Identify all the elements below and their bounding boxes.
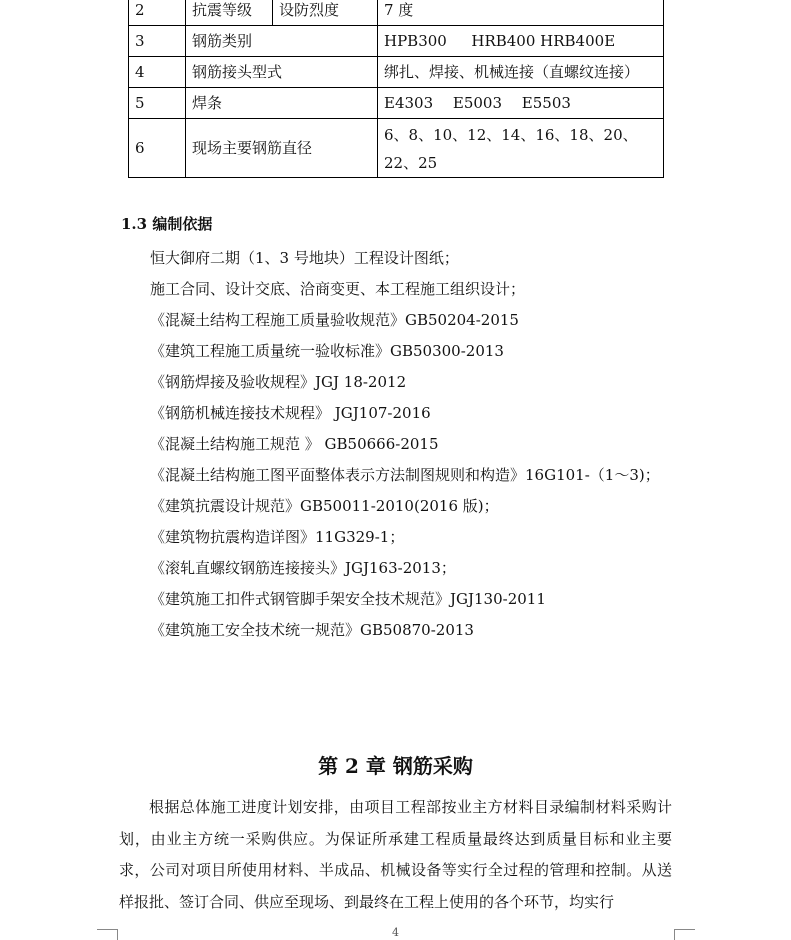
list-item: 《钢筋焊接及验收规程》JGJ 18-2012 [150,373,407,391]
row-number: 5 [129,88,186,119]
row-name: 现场主要钢筋直径 [186,119,378,178]
row-subname: 设防烈度 [273,0,378,26]
section-title: 编制依据 [152,215,213,233]
list-item: 《混凝土结构施工图平面整体表示方法制图规则和构造》16G101-（1～3)； [150,466,660,484]
row-value: E4303 E5003 E5503 [378,88,664,119]
list-item: 《钢筋机械连接技术规程》 JGJ107-2016 [150,404,431,422]
row-number: 3 [129,26,186,57]
list-item: 《建筑物抗震构造详图》11G329-1； [150,528,405,546]
list-item: 《滚轧直螺纹钢筋连接接头》JGJ163-2013； [150,559,456,577]
row-value: 6、8、10、12、14、16、18、20、22、25 [378,119,664,178]
table-row [129,119,664,178]
row-name: 焊条 [186,88,378,119]
row-value: HPB300 HRB400 HRB400E [378,26,664,57]
list-item: 施工合同、设计交底、洽商变更、本工程施工组织设计； [150,280,526,298]
chapter-title: 第 2 章 钢筋采购 [318,754,473,778]
table-row [129,88,664,119]
list-item: 恒大御府二期（1、3 号地块）工程设计图纸； [150,249,459,267]
page-number: 4 [392,926,399,939]
row-number: 4 [129,57,186,88]
row-number: 2 [129,0,186,26]
row-value: 绑扎、焊接、机械连接（直螺纹连接） [378,57,664,88]
row-name: 钢筋接头型式 [186,57,378,88]
row-number: 6 [129,119,186,178]
row-name: 抗震等级 [186,0,273,26]
row-name: 钢筋类别 [186,26,378,57]
list-item: 《混凝土结构工程施工质量验收规范》GB50204-2015 [150,311,519,329]
list-item: 《建筑抗震设计规范》GB50011-2010(2016 版)； [150,497,499,515]
list-item: 《建筑工程施工质量统一验收标准》GB50300-2013 [150,342,504,360]
chapter-paragraph: 根据总体施工进度计划安排，由项目工程部按业主方材料目录编制材料采购计划，由业主方统一采购供应。为保证所承建工程质量最终达到质量目标和业主要求，公司对项目所使用材料、半成品、机械设备等实行全过程的管理和控制。从送样报批、签订合同、供应至现场、到最终在工程上使用的各个环节，均实行 [119,798,672,911]
spec-table [128,0,664,178]
list-item: 《混凝土结构施工规范 》 GB50666-2015 [150,435,439,453]
section-number: 1.3 [121,215,148,233]
table-row [129,0,664,26]
reference-list [150,243,660,646]
table-row [129,26,664,57]
list-item: 《建筑施工安全技术统一规范》GB50870-2013 [150,621,474,639]
table-row [129,57,664,88]
row-value: 7 度 [378,0,664,26]
section-heading [121,213,212,235]
list-item: 《建筑施工扣件式钢管脚手架安全技术规范》JGJ130-2011 [150,590,546,608]
